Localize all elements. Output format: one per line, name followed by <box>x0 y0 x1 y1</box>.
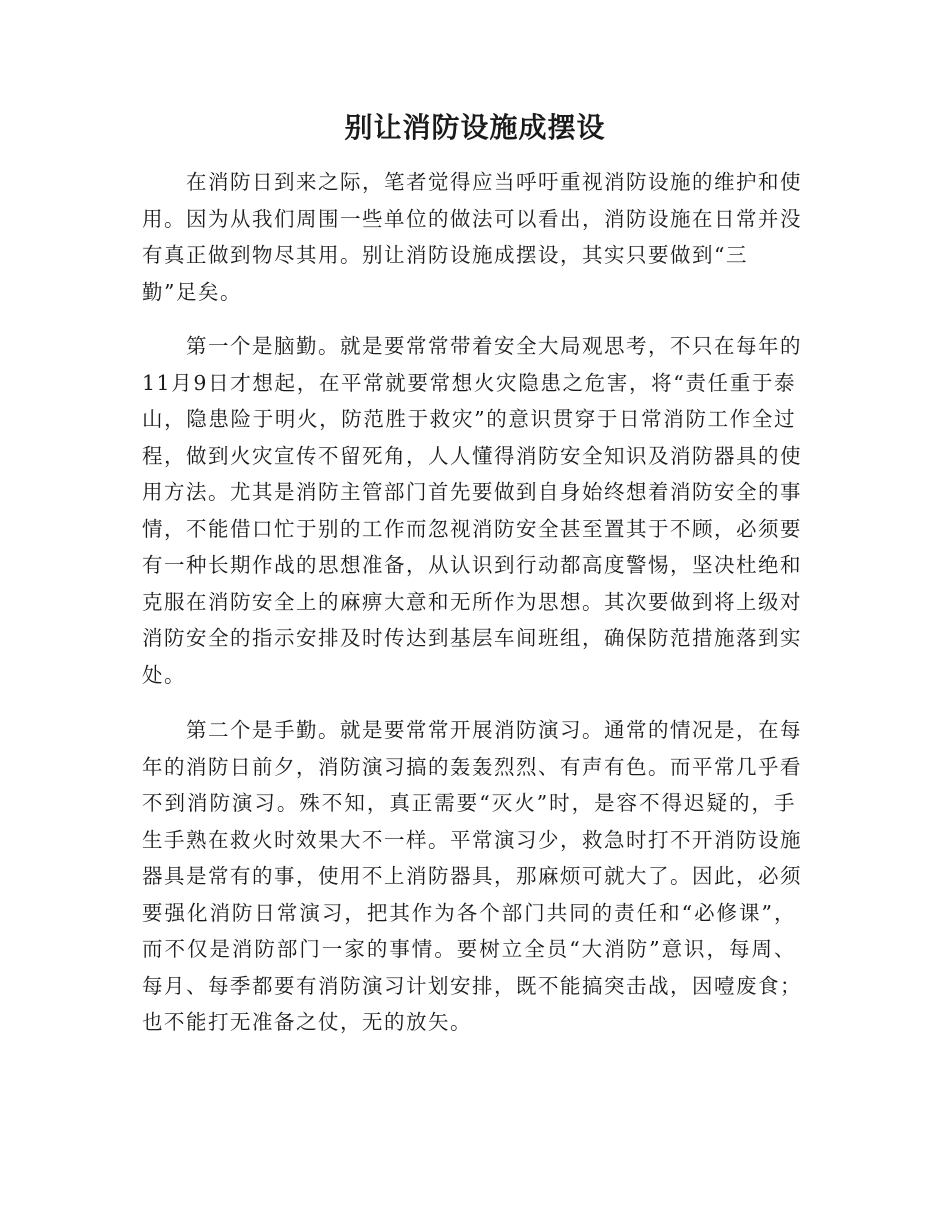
paragraph-line: 勤”足矣。 <box>142 279 242 304</box>
paragraph-line: 山，隐患险于明火，防范胜于救灾”的意识贯穿于日常消防工作全过 <box>142 407 796 431</box>
paragraph-line: 用。因为从我们周围一些单位的做法可以看出，消防设施在日常并没 <box>142 206 802 231</box>
paragraph-line: 11月9日才想起，在平常就要常想火灾隐患之危害，将“责任重于泰 <box>142 370 796 395</box>
paragraph-line: 有一种长期作战的思想准备，从认识到行动都高度警惕，坚决杜绝和 <box>142 553 802 577</box>
paragraph-line: 第一个是脑勤。就是要常常带着安全大局观思考，不只在每年的 <box>186 334 802 358</box>
paragraph-line: 在消防日到来之际，笔者觉得应当呼吁重视消防设施的维护和使 <box>186 170 802 194</box>
paragraph-line: 年的消防日前夕，消防演习搞的轰轰烈烈、有声有色。而平常几乎看 <box>142 754 802 779</box>
paragraph-line: 而不仅是消防部门一家的事情。要树立全员“大消防”意识，每周、 <box>142 937 796 961</box>
paragraph-2 <box>142 328 802 693</box>
paragraph-line: 处。 <box>142 662 186 687</box>
document-title: 别让消防设施成摆设 <box>344 111 606 144</box>
paragraph-line: 情，不能借口忙于别的工作而忽视消防安全甚至置其于不顾，必须要 <box>142 516 802 541</box>
paragraph-line: 克服在消防安全上的麻痹大意和无所作为思想。其次要做到将上级对 <box>142 589 802 614</box>
paragraph-line: 要强化消防日常演习，把其作为各个部门共同的责任和“必修课”， <box>142 900 796 925</box>
paragraph-line: 也不能打无准备之仗，无的放矢。 <box>142 1010 472 1034</box>
paragraph-line: 消防安全的指示安排及时传达到基层车间班组，确保防范措施落到实 <box>142 626 802 650</box>
paragraph-1 <box>142 164 802 310</box>
paragraph-line: 器具是常有的事，使用不上消防器具，那麻烦可就大了。因此，必须 <box>142 864 802 888</box>
paragraph-line: 不到消防演习。殊不知，真正需要“灭火”时，是容不得迟疑的，手 <box>142 791 796 815</box>
paragraph-line: 第二个是手勤。就是要常常开展消防演习。通常的情况是，在每 <box>186 718 802 742</box>
paragraph-line: 用方法。尤其是消防主管部门首先要做到自身始终想着消防安全的事 <box>142 480 802 504</box>
paragraph-3 <box>142 712 802 1041</box>
paragraph-line: 程，做到火灾宣传不留死角，人人懂得消防安全知识及消防器具的使 <box>142 443 802 468</box>
paragraph-line: 每月、每季都要有消防演习计划安排，既不能搞突击战，因噎废食； <box>142 973 802 998</box>
paragraph-line: 生手熟在救火时效果大不一样。平常演习少，救急时打不开消防设施 <box>142 827 802 852</box>
paragraph-line: 有真正做到物尽其用。别让消防设施成摆设，其实只要做到“三 <box>142 243 748 267</box>
